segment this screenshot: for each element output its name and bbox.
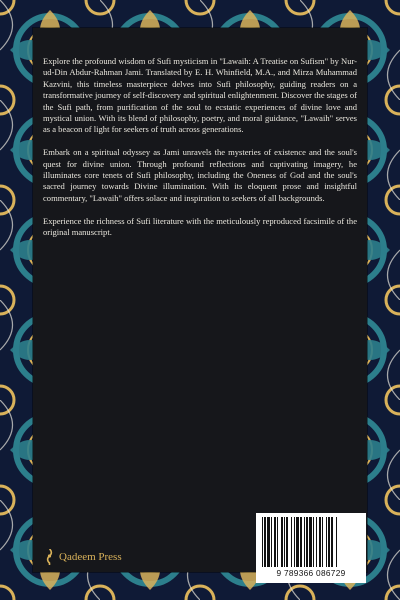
scroll-logo-icon [45, 549, 54, 565]
barcode-bars [260, 517, 362, 567]
description-paragraph-3: Experience the richness of Sufi literature with the meticulously reproduced facsimile of the original manuscript. [43, 215, 357, 238]
description-paragraph-2: Embark on a spiritual odyssey as Jami unravels the mysteries of existence and the soul's quest for divine union. Through profound reflections and captivating imagery, he illuminates core tenets of Sufi philosophy, including the Oneness of God and the soul's sacred journey towards Divine illumination. With its eloquent prose and insightful commentary, "Lawaih" offers solace and inspiration to seekers of all backgrounds. [43, 147, 357, 203]
barcode-bar [304, 517, 305, 567]
barcode-bar [264, 517, 266, 567]
barcode-bar [322, 517, 323, 567]
book-description [43, 56, 357, 250]
barcode-bar [326, 517, 327, 567]
description-paragraph-1: Explore the profound wisdom of Sufi mysticism in "Lawaih: A Treatise on Sufism" by Nur-ud-Din Abdur-Rahman Jami. Translated by E. H. Whinfield, M.A., and Mirza Muhammad Kazvini, this timeless masterpiece delves into Sufi philosophy, guiding readers on a transformative journey of self-discovery and spiritual enlightenment. Discover the stages of the Sufi path, from purification of the soul to ecstatic experiences of divine love and mystical union. With its blend of philosophy, poetry, and moral guidance, "Lawaih" serves as a beacon of light for seekers of truth across generations. [43, 56, 357, 135]
barcode-bar [331, 517, 333, 567]
barcode-bar [313, 517, 314, 567]
barcode-bar [262, 517, 263, 567]
barcode-bar [281, 517, 283, 567]
barcode-bar [286, 517, 288, 567]
barcode-digits: 9 789366 086729 [276, 568, 346, 578]
barcode-bar [300, 517, 302, 567]
publisher-imprint [45, 549, 122, 565]
barcode-bar [291, 517, 292, 567]
barcode-bar [294, 517, 295, 567]
barcode-bar [336, 517, 337, 567]
barcode-bar [296, 517, 299, 567]
barcode-bar [277, 517, 278, 567]
barcode-bar [316, 517, 317, 567]
barcode-bar [319, 517, 321, 567]
barcode-bar [284, 517, 285, 567]
text-panel [33, 28, 367, 578]
barcode-bar [267, 517, 270, 567]
isbn-barcode [256, 513, 366, 583]
barcode-bar [274, 517, 276, 567]
barcode-bar [328, 517, 330, 567]
barcode-bar [309, 517, 312, 567]
barcode-bar [271, 517, 272, 567]
barcode-bar [306, 517, 308, 567]
publisher-name: Qadeem Press [59, 551, 122, 563]
